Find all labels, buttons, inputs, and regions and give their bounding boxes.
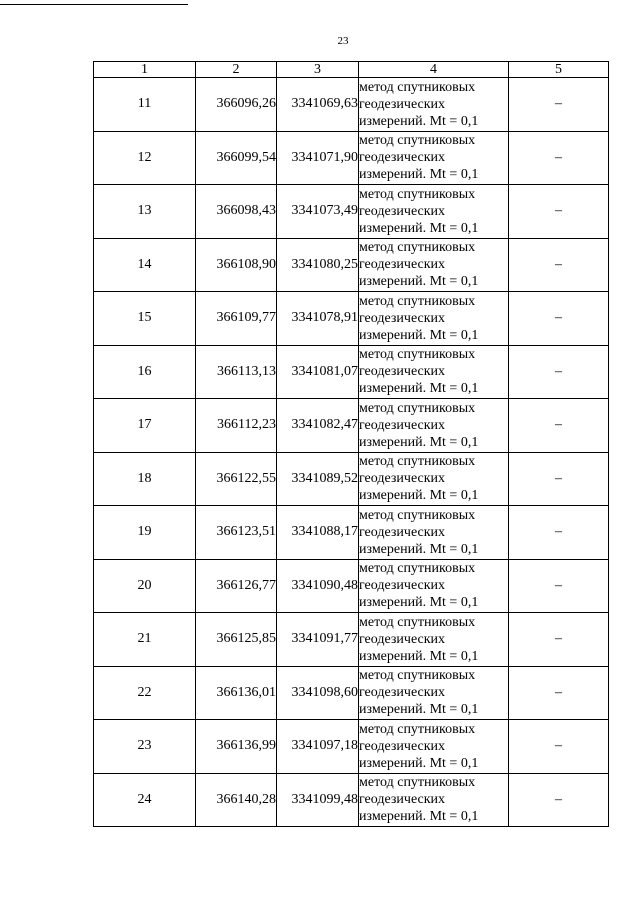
table-row [94, 559, 609, 613]
point-number-cell: 22 [94, 666, 196, 720]
point-number-cell: 16 [94, 345, 196, 399]
table-row [94, 185, 609, 239]
method-line: измерений. Mt = 0,1 [359, 648, 479, 664]
x-coordinate-cell: 366096,26 [196, 78, 277, 132]
method-line: метод спутниковых [359, 293, 476, 309]
method-cell [359, 559, 509, 613]
y-coordinate-cell: 3341088,17 [277, 506, 359, 560]
table-row [94, 666, 609, 720]
page-number: 23 [337, 35, 349, 47]
method-line: метод спутниковых [359, 614, 476, 630]
column-5-cell: – [509, 613, 609, 667]
method-line: геодезических [359, 471, 446, 487]
method-line: измерений. Mt = 0,1 [359, 755, 479, 771]
point-number-cell: 24 [94, 773, 196, 827]
method-line: метод спутниковых [359, 400, 476, 416]
column-5-cell: – [509, 452, 609, 506]
column-5-cell: – [509, 399, 609, 453]
method-line: метод спутниковых [359, 240, 476, 256]
x-coordinate-cell: 366109,77 [196, 292, 277, 346]
table-row [94, 345, 609, 399]
method-line: метод спутниковых [359, 721, 476, 737]
column-5-cell: – [509, 345, 609, 399]
point-number-cell: 18 [94, 452, 196, 506]
y-coordinate-cell: 3341091,77 [277, 613, 359, 667]
column-5-cell: – [509, 238, 609, 292]
method-line: геодезических [359, 257, 446, 273]
y-coordinate-cell: 3341069,63 [277, 78, 359, 132]
point-number-cell: 13 [94, 185, 196, 239]
method-line: метод спутниковых [359, 507, 476, 523]
point-number-cell: 14 [94, 238, 196, 292]
x-coordinate-cell: 366125,85 [196, 613, 277, 667]
table-row [94, 452, 609, 506]
point-number-cell: 21 [94, 613, 196, 667]
table-row [94, 613, 609, 667]
method-cell [359, 720, 509, 774]
table-row [94, 292, 609, 346]
point-number-cell: 12 [94, 131, 196, 185]
method-line: геодезических [359, 150, 446, 166]
method-cell [359, 185, 509, 239]
method-line: измерений. Mt = 0,1 [359, 541, 479, 557]
x-coordinate-cell: 366112,23 [196, 399, 277, 453]
y-coordinate-cell: 3341097,18 [277, 720, 359, 774]
method-cell [359, 78, 509, 132]
point-number-cell: 19 [94, 506, 196, 560]
coordinates-table [93, 61, 609, 827]
method-line: измерений. Mt = 0,1 [359, 702, 479, 718]
x-coordinate-cell: 366140,28 [196, 773, 277, 827]
method-cell [359, 506, 509, 560]
method-line: геодезических [359, 631, 446, 647]
method-line: метод спутниковых [359, 561, 476, 577]
method-line: геодезических [359, 203, 446, 219]
method-line: геодезических [359, 96, 446, 112]
method-line: метод спутниковых [359, 79, 476, 95]
method-line: метод спутниковых [359, 186, 476, 202]
y-coordinate-cell: 3341090,48 [277, 559, 359, 613]
y-coordinate-cell: 3341098,60 [277, 666, 359, 720]
method-line: геодезических [359, 310, 446, 326]
header-rule [0, 4, 188, 5]
x-coordinate-cell: 366136,99 [196, 720, 277, 774]
method-line: метод спутниковых [359, 347, 476, 363]
method-line: геодезических [359, 578, 446, 594]
method-line: измерений. Mt = 0,1 [359, 809, 479, 825]
method-line: измерений. Mt = 0,1 [359, 327, 479, 343]
method-cell [359, 292, 509, 346]
method-line: измерений. Mt = 0,1 [359, 381, 479, 397]
method-cell [359, 399, 509, 453]
point-number-cell: 11 [94, 78, 196, 132]
method-line: измерений. Mt = 0,1 [359, 113, 479, 129]
table-row [94, 131, 609, 185]
table-row [94, 399, 609, 453]
point-number-cell: 15 [94, 292, 196, 346]
column-5-cell: – [509, 185, 609, 239]
method-line: измерений. Mt = 0,1 [359, 434, 479, 450]
method-line: метод спутниковых [359, 133, 476, 149]
table-row [94, 720, 609, 774]
method-line: геодезических [359, 738, 446, 754]
column-header-3: 3 [277, 62, 359, 78]
method-line: геодезических [359, 364, 446, 380]
method-line: измерений. Mt = 0,1 [359, 167, 479, 183]
column-5-cell: – [509, 666, 609, 720]
y-coordinate-cell: 3341073,49 [277, 185, 359, 239]
column-header-2: 2 [196, 62, 277, 78]
x-coordinate-cell: 366098,43 [196, 185, 277, 239]
method-line: метод спутниковых [359, 454, 476, 470]
table-header-row [94, 62, 609, 78]
y-coordinate-cell: 3341078,91 [277, 292, 359, 346]
method-line: геодезических [359, 792, 446, 808]
column-5-cell: – [509, 131, 609, 185]
method-line: геодезических [359, 417, 446, 433]
x-coordinate-cell: 366113,13 [196, 345, 277, 399]
method-line: измерений. Mt = 0,1 [359, 488, 479, 504]
method-line: измерений. Mt = 0,1 [359, 274, 479, 290]
method-line: геодезических [359, 685, 446, 701]
column-5-cell: – [509, 506, 609, 560]
method-line: метод спутниковых [359, 668, 476, 684]
table-body [94, 78, 609, 827]
table-row [94, 238, 609, 292]
y-coordinate-cell: 3341080,25 [277, 238, 359, 292]
method-cell [359, 131, 509, 185]
point-number-cell: 20 [94, 559, 196, 613]
column-header-1: 1 [94, 62, 196, 78]
method-cell [359, 452, 509, 506]
column-5-cell: – [509, 559, 609, 613]
x-coordinate-cell: 366136,01 [196, 666, 277, 720]
column-5-cell: – [509, 292, 609, 346]
method-cell [359, 345, 509, 399]
column-5-cell: – [509, 773, 609, 827]
table-row [94, 78, 609, 132]
y-coordinate-cell: 3341071,90 [277, 131, 359, 185]
method-cell [359, 773, 509, 827]
y-coordinate-cell: 3341081,07 [277, 345, 359, 399]
method-line: измерений. Mt = 0,1 [359, 595, 479, 611]
column-5-cell: – [509, 78, 609, 132]
method-line: метод спутниковых [359, 775, 476, 791]
y-coordinate-cell: 3341099,48 [277, 773, 359, 827]
y-coordinate-cell: 3341089,52 [277, 452, 359, 506]
x-coordinate-cell: 366108,90 [196, 238, 277, 292]
column-5-cell: – [509, 720, 609, 774]
table-row [94, 773, 609, 827]
column-header-5: 5 [509, 62, 609, 78]
point-number-cell: 17 [94, 399, 196, 453]
x-coordinate-cell: 366123,51 [196, 506, 277, 560]
column-header-4: 4 [359, 62, 509, 78]
method-cell [359, 613, 509, 667]
method-cell [359, 238, 509, 292]
point-number-cell: 23 [94, 720, 196, 774]
y-coordinate-cell: 3341082,47 [277, 399, 359, 453]
method-line: геодезических [359, 524, 446, 540]
table-row [94, 506, 609, 560]
x-coordinate-cell: 366126,77 [196, 559, 277, 613]
method-line: измерений. Mt = 0,1 [359, 220, 479, 236]
x-coordinate-cell: 366099,54 [196, 131, 277, 185]
method-cell [359, 666, 509, 720]
x-coordinate-cell: 366122,55 [196, 452, 277, 506]
